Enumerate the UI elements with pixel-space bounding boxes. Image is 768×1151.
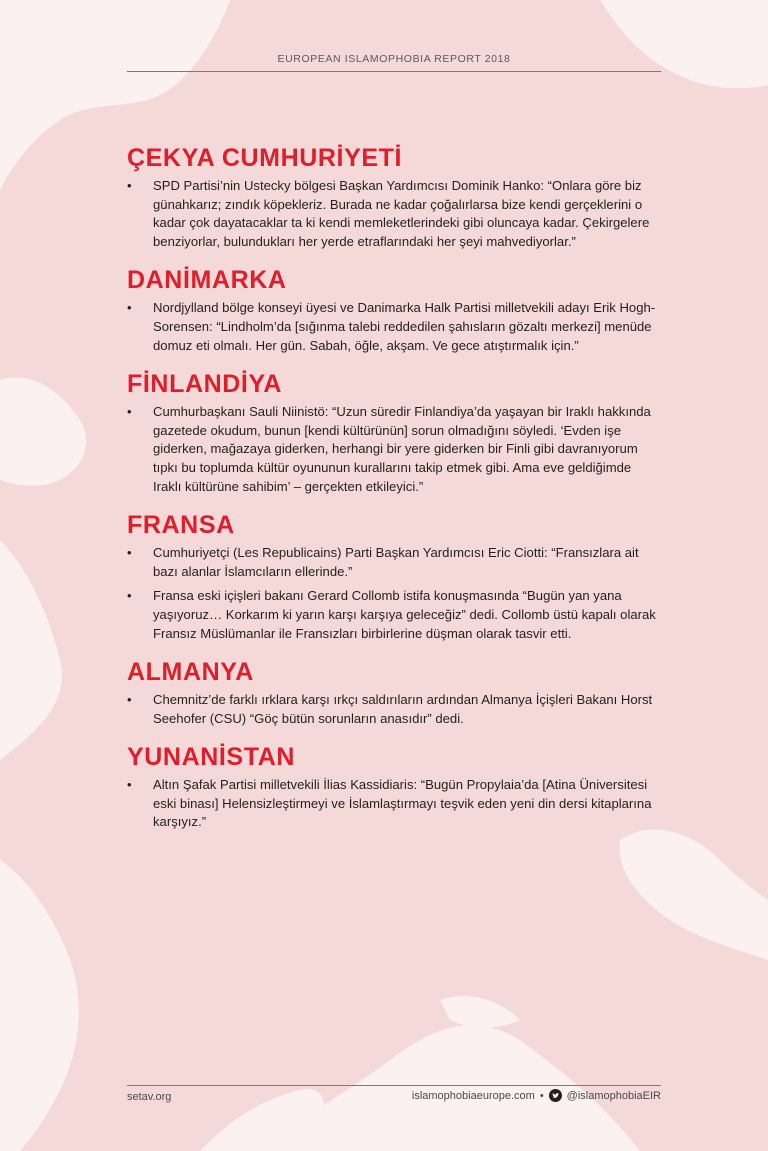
footer-rule — [127, 1085, 661, 1086]
bullet-marker: • — [127, 178, 132, 193]
footer-site-link[interactable]: setav.org — [127, 1091, 172, 1103]
footer-website-link[interactable]: islamophobiaeurope.com — [411, 1089, 535, 1102]
bullet-list — [127, 544, 661, 643]
list-item — [127, 544, 661, 581]
bullet-marker: • — [127, 300, 132, 316]
bullet-marker: • — [127, 588, 132, 604]
bullet-marker: • — [127, 404, 132, 420]
country-section — [127, 369, 661, 496]
country-section — [127, 143, 661, 251]
country-section — [127, 510, 661, 643]
country-section — [127, 657, 661, 728]
quote-text: Fransa eski içişleri bakanı Gerard Collomb istifa konuşmasında “Bugün yan yana yaşıyoruz… Korkarım ki yarın karşı karşıya geleceğiz” dedi. Collomb üstü kapalı olarak Fransız Müslümanlar ile Fransızları birbirlerine düşman olarak tasvir etti. — [153, 588, 656, 641]
section-heading: DANİMARKA — [127, 266, 287, 295]
quote-text: SPD Partisi’nin Ustecky bölgesi Başkan Yardımcısı Dominik Hanko: “Onlara göre biz günahkarız; zındık köpekleriz. Burada ne kadar çoğalırlarsa bize kendi gerçeklerini o kadar çok dayatacaklar ta ki kendi memleketlerindeki gibi oluncaya kadar. Çekirgelere benziyorlar, bulundukları her yerde etraflarındaki her şeyi mahvediyorlar.” — [153, 178, 650, 249]
quote-text: Nordjylland bölge konseyi üyesi ve Danimarka Halk Partisi milletvekili adayı Erik Hogh-Sorensen: “Lindholm’da [sığınma talebi reddedilen şahısların gözaltı merkezi] menüde domuz eti olmalı. Her gün. Sabah, öğle, akşam. Ve gece atıştırmalık için.” — [153, 300, 656, 353]
section-heading: FRANSA — [127, 511, 235, 540]
list-item — [127, 691, 661, 728]
bullet-marker: • — [127, 692, 132, 708]
list-item — [127, 177, 661, 251]
footer-links — [412, 1089, 661, 1102]
section-heading: FİNLANDİYA — [127, 370, 283, 399]
quote-text: Cumhuriyetçi (Les Republicains) Parti Başkan Yardımcısı Eric Ciotti: “Fransızlara ait bazı alanlar İslamcıların ellerinde.” — [153, 545, 639, 579]
section-heading: ÇEKYA CUMHURİYETİ — [127, 144, 403, 172]
bullet-list — [127, 691, 661, 728]
twitter-icon — [549, 1089, 562, 1102]
footer-separator: • — [539, 1089, 544, 1102]
country-section — [127, 742, 661, 832]
section-heading: YUNANİSTAN — [127, 743, 296, 772]
quote-text: Cumhurbaşkanı Sauli Niinistö: “Uzun süredir Finlandiya’da yaşayan bir Iraklı hakkında gazetede okudum, bunun [kendi kültürünün] sorun olmadığını söyledi. ‘Evden işe giderken, mağazaya giderken, herhangi bir yere giderken bir Finli gibi davranıyorum tıpkı bu toplumda kültür oyununun kurallarını takip etmek gibi. Ama eve geldiğimde Iraklı kültürüne sahibim’ – gerçekten etkileyici.” — [153, 404, 651, 494]
quote-text: Altın Şafak Partisi milletvekili İlias Kassidiaris: “Bugün Propylaia’da [Atina Üniversitesi eski binası] Helensizleştirmeyi ve İslamlaştırmayı teşvik eden yeni din dersi kitaplarına karşıyız.” — [153, 777, 652, 830]
bullet-list — [127, 177, 661, 251]
section-heading: ALMANYA — [127, 658, 254, 687]
list-item — [127, 776, 661, 832]
main-content — [127, 143, 661, 846]
bullet-list — [127, 776, 661, 832]
bullet-marker: • — [127, 545, 132, 561]
country-section — [127, 265, 661, 355]
bullet-marker: • — [127, 777, 132, 793]
footer-twitter-handle[interactable]: @islamophobiaEIR — [566, 1089, 661, 1102]
header-rule — [127, 71, 661, 72]
list-item — [127, 587, 661, 643]
running-header: EUROPEAN ISLAMOPHOBIA REPORT 2018 — [277, 53, 511, 65]
bullet-list — [127, 403, 661, 496]
bullet-list — [127, 299, 661, 355]
quote-text: Chemnitz’de farklı ırklara karşı ırkçı saldırıların ardından Almanya İçişleri Bakanı Horst Seehofer (CSU) “Göç bütün sorunların anasıdır” dedi. — [153, 692, 653, 726]
list-item — [127, 403, 661, 496]
list-item — [127, 299, 661, 355]
